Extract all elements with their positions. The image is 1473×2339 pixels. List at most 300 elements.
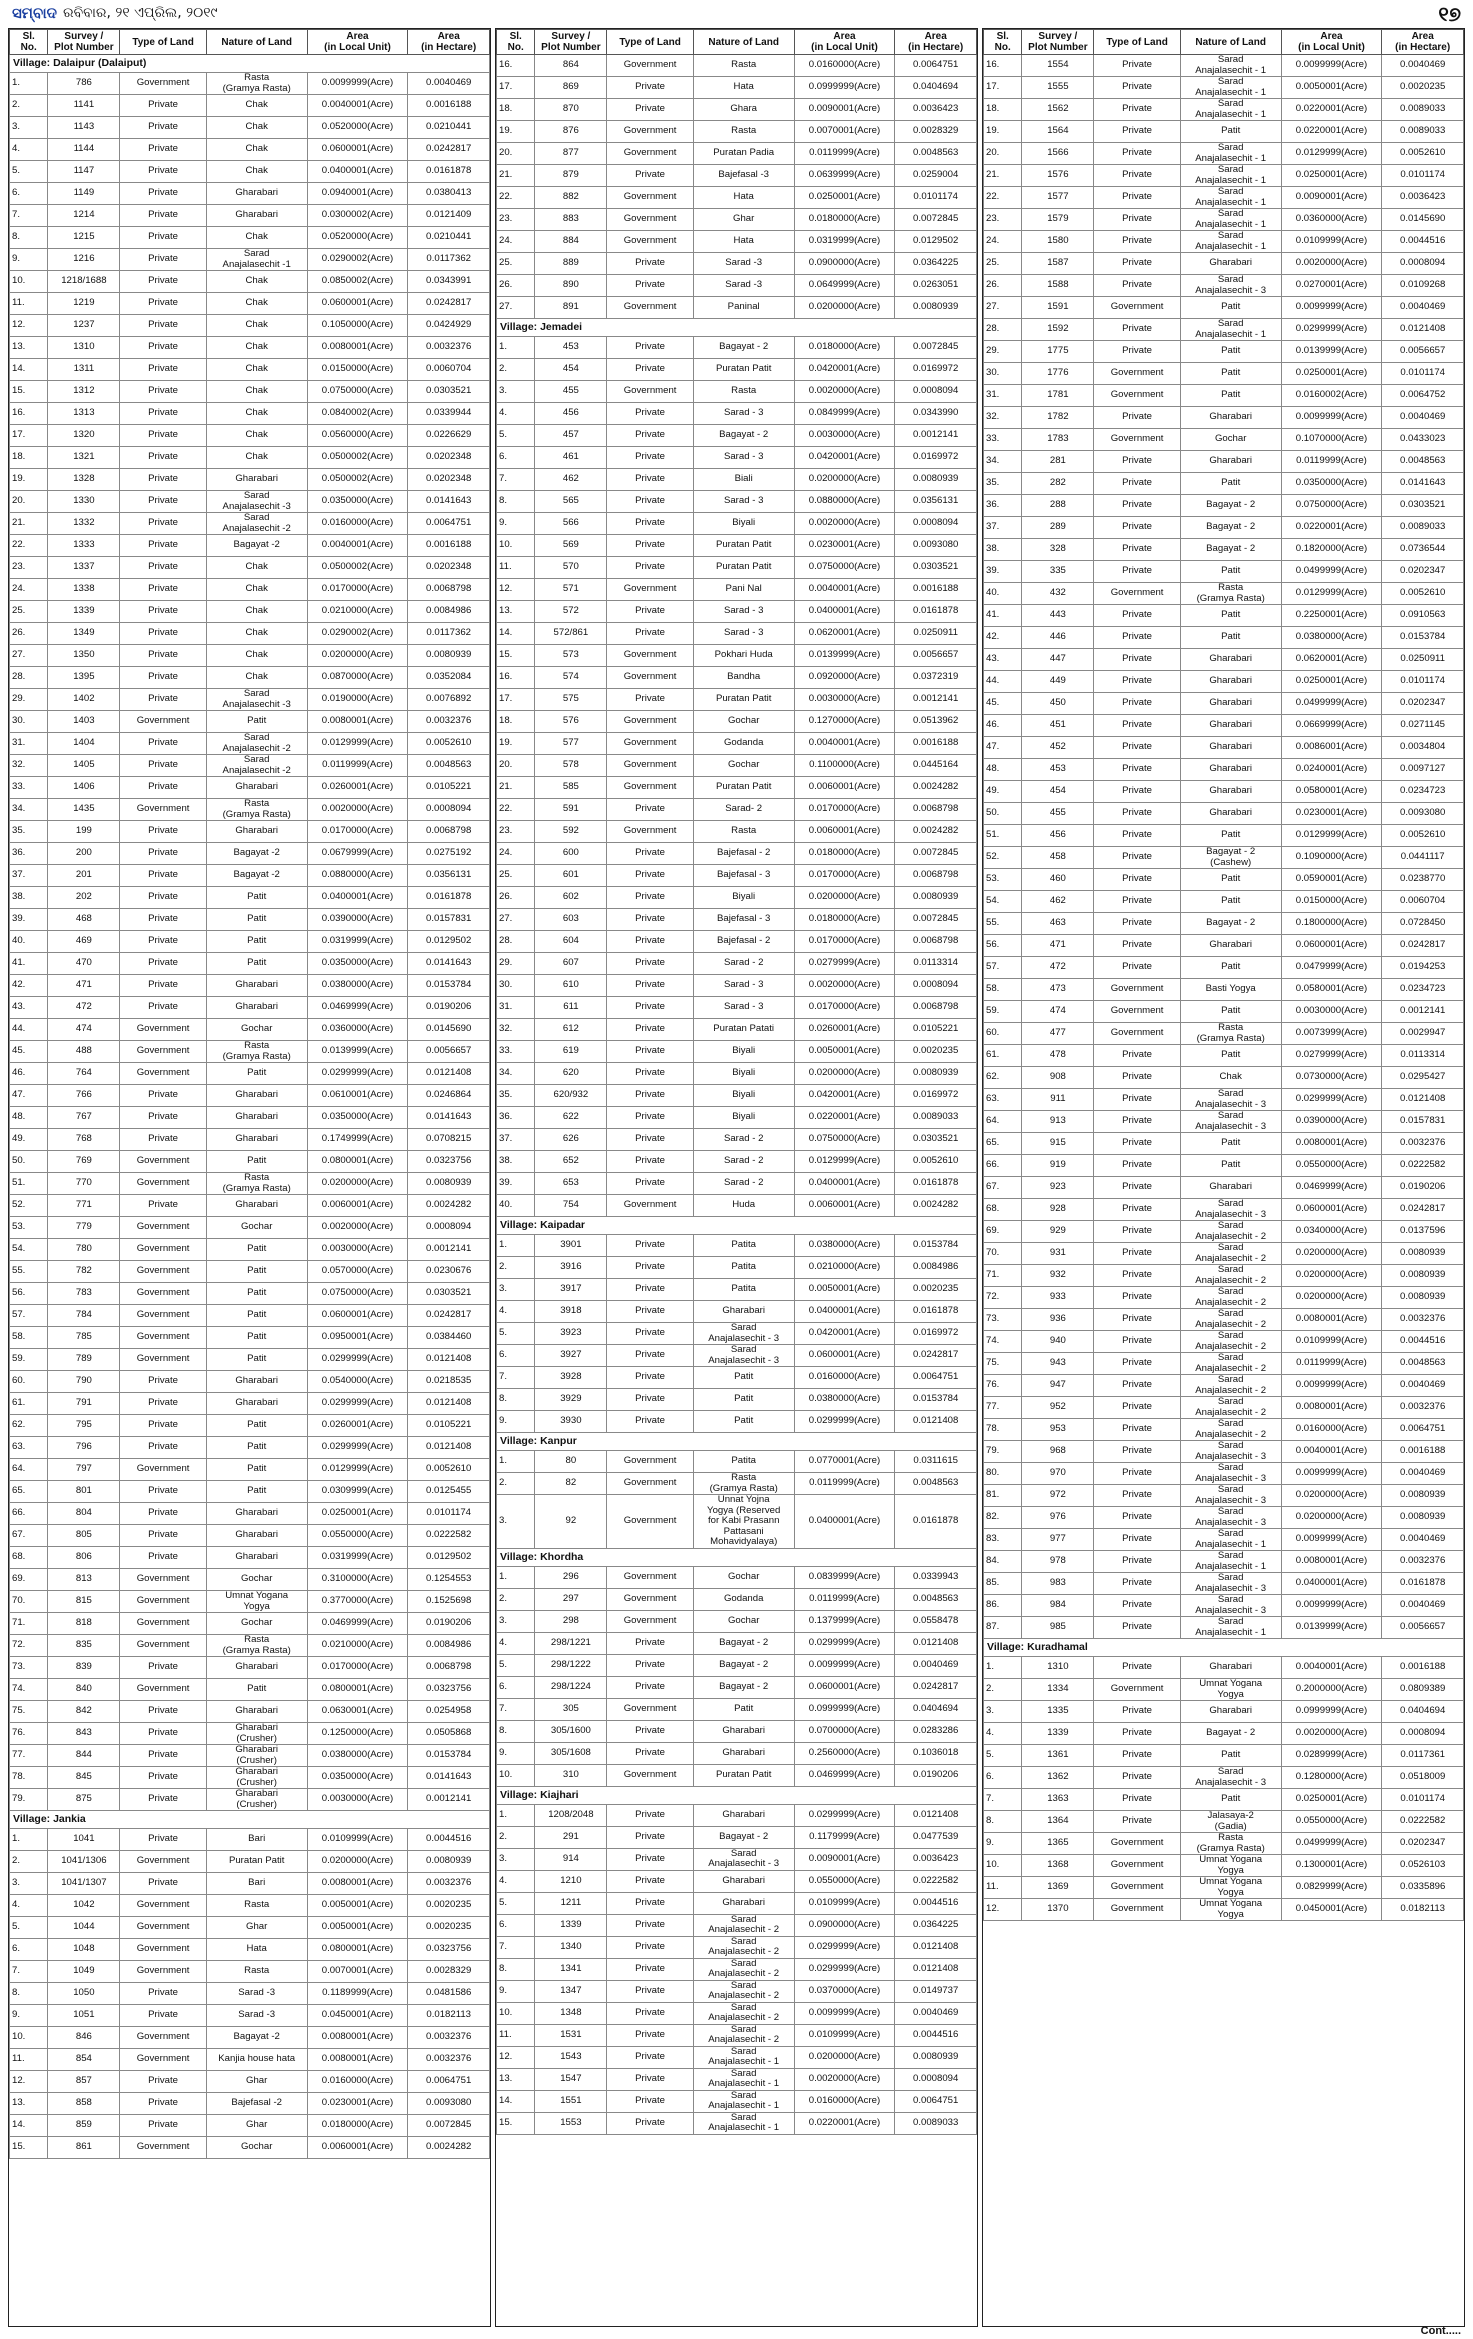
table-row bbox=[984, 1133, 1464, 1155]
plot-number: 3901 bbox=[535, 1235, 607, 1257]
land-type: Private bbox=[607, 2024, 693, 2046]
serial-number: 34. bbox=[984, 451, 1022, 473]
land-nature: Biali bbox=[693, 469, 794, 491]
land-nature: Patit bbox=[1180, 121, 1281, 143]
area-hectare: 0.0072845 bbox=[895, 209, 977, 231]
area-local: 0.0319999(Acre) bbox=[307, 931, 408, 953]
land-nature: Sarad Anajalasechit - 3 bbox=[693, 1848, 794, 1870]
serial-number: 42. bbox=[984, 627, 1022, 649]
table-row bbox=[984, 583, 1464, 605]
area-hectare: 0.0259004 bbox=[895, 165, 977, 187]
serial-number: 4. bbox=[497, 1870, 535, 1892]
land-nature: Patit bbox=[206, 953, 307, 975]
table-row bbox=[984, 671, 1464, 693]
plot-number: 1555 bbox=[1022, 77, 1094, 99]
plot-number: 652 bbox=[535, 1151, 607, 1173]
land-nature: Gharabari bbox=[1180, 737, 1281, 759]
plot-number: 3928 bbox=[535, 1367, 607, 1389]
plot-number: 1041 bbox=[48, 1829, 120, 1851]
serial-number: 86. bbox=[984, 1595, 1022, 1617]
area-local: 0.0580001(Acre) bbox=[1281, 979, 1382, 1001]
land-type: Government bbox=[120, 2137, 206, 2159]
land-nature: Sarad Anajalasechit -3 bbox=[206, 491, 307, 513]
plot-number: 305/1608 bbox=[535, 1742, 607, 1764]
plot-number: 1566 bbox=[1022, 143, 1094, 165]
land-nature: Sarad - 3 bbox=[693, 447, 794, 469]
land-nature: Sarad Anajalasechit - 1 bbox=[1180, 319, 1281, 341]
land-nature: Gharabari bbox=[206, 1525, 307, 1547]
plot-number: 3916 bbox=[535, 1257, 607, 1279]
land-type: Private bbox=[1094, 495, 1180, 517]
land-type: Government bbox=[607, 1195, 693, 1217]
serial-number: 2. bbox=[497, 1588, 535, 1610]
table-row bbox=[10, 1939, 490, 1961]
land-type: Private bbox=[120, 447, 206, 469]
land-nature: Biyali bbox=[693, 1063, 794, 1085]
land-type: Private bbox=[607, 1151, 693, 1173]
land-type: Private bbox=[1094, 561, 1180, 583]
table-row bbox=[497, 121, 977, 143]
serial-number: 58. bbox=[984, 979, 1022, 1001]
area-hectare: 0.0016188 bbox=[408, 535, 490, 557]
plot-number: 1564 bbox=[1022, 121, 1094, 143]
table-row bbox=[497, 55, 977, 77]
land-type: Private bbox=[1094, 77, 1180, 99]
table-row bbox=[10, 469, 490, 491]
land-type: Private bbox=[120, 865, 206, 887]
table-row bbox=[10, 843, 490, 865]
serial-number: 56. bbox=[10, 1283, 48, 1305]
area-hectare: 0.0117361 bbox=[1382, 1745, 1464, 1767]
village-name: Village: Dalaipur (Dalaiput) bbox=[10, 55, 490, 73]
land-nature: Sarad - 3 bbox=[693, 491, 794, 513]
area-hectare: 0.0323756 bbox=[408, 1151, 490, 1173]
land-type: Private bbox=[120, 205, 206, 227]
plot-number: 1042 bbox=[48, 1895, 120, 1917]
plot-number: 460 bbox=[1022, 869, 1094, 891]
table-row bbox=[497, 231, 977, 253]
serial-number: 3. bbox=[984, 1701, 1022, 1723]
area-local: 0.0190000(Acre) bbox=[307, 689, 408, 711]
table-row bbox=[10, 1767, 490, 1789]
plot-number: 940 bbox=[1022, 1331, 1094, 1353]
serial-number: 47. bbox=[10, 1085, 48, 1107]
table-row bbox=[10, 2005, 490, 2027]
area-local: 0.0090001(Acre) bbox=[1281, 187, 1382, 209]
area-local: 0.0050001(Acre) bbox=[794, 1041, 895, 1063]
land-type: Private bbox=[1094, 1617, 1180, 1639]
serial-number: 55. bbox=[10, 1261, 48, 1283]
area-local: 0.0160000(Acre) bbox=[794, 2090, 895, 2112]
area-hectare: 0.0032376 bbox=[408, 711, 490, 733]
land-type: Private bbox=[607, 1980, 693, 2002]
table-row bbox=[10, 2071, 490, 2093]
land-nature: Patit bbox=[1180, 1789, 1281, 1811]
serial-number: 13. bbox=[497, 2068, 535, 2090]
plot-number: 785 bbox=[48, 1327, 120, 1349]
area-local: 0.0139999(Acre) bbox=[1281, 341, 1382, 363]
area-local: 0.1800000(Acre) bbox=[1281, 913, 1382, 935]
table-row bbox=[10, 1393, 490, 1415]
area-local: 0.0220001(Acre) bbox=[794, 2112, 895, 2134]
plot-number: 1553 bbox=[535, 2112, 607, 2134]
land-type: Private bbox=[607, 1041, 693, 1063]
serial-number: 77. bbox=[10, 1745, 48, 1767]
land-type: Private bbox=[120, 1983, 206, 2005]
land-nature: Patit bbox=[1180, 473, 1281, 495]
land-type: Private bbox=[1094, 231, 1180, 253]
table-row bbox=[10, 139, 490, 161]
serial-number: 14. bbox=[10, 2115, 48, 2137]
area-hectare: 0.0250911 bbox=[1382, 649, 1464, 671]
land-type: Private bbox=[120, 1371, 206, 1393]
land-nature: Gochar bbox=[206, 1569, 307, 1591]
area-local: 0.1280000(Acre) bbox=[1281, 1767, 1382, 1789]
plot-number: 1218/1688 bbox=[48, 271, 120, 293]
serial-number: 15. bbox=[10, 2137, 48, 2159]
land-nature: Bagayat - 2 bbox=[1180, 495, 1281, 517]
issue-date: ରବିବାର, ୨୧ ଏପ୍ରିଲ, ୨୦୧୯ bbox=[63, 5, 218, 21]
table-row bbox=[984, 99, 1464, 121]
land-type: Government bbox=[607, 1473, 693, 1495]
plot-number: 602 bbox=[535, 887, 607, 909]
land-nature: Sarad - 3 bbox=[693, 975, 794, 997]
area-hectare: 0.0222582 bbox=[1382, 1155, 1464, 1177]
area-local: 0.0870000(Acre) bbox=[307, 667, 408, 689]
land-nature: Bagayat - 2 bbox=[693, 337, 794, 359]
table-row bbox=[984, 1833, 1464, 1855]
land-nature: Patit bbox=[206, 931, 307, 953]
land-type: Private bbox=[1094, 1199, 1180, 1221]
area-hectare: 0.0141643 bbox=[408, 953, 490, 975]
table-row bbox=[10, 601, 490, 623]
plot-number: 1041/1306 bbox=[48, 1851, 120, 1873]
land-type: Government bbox=[607, 1495, 693, 1549]
area-hectare: 0.0020235 bbox=[1382, 77, 1464, 99]
area-local: 0.0129999(Acre) bbox=[1281, 825, 1382, 847]
land-nature: Patit bbox=[1180, 891, 1281, 913]
serial-number: 30. bbox=[10, 711, 48, 733]
serial-number: 50. bbox=[10, 1151, 48, 1173]
area-local: 0.0099999(Acre) bbox=[1281, 1529, 1382, 1551]
serial-number: 5. bbox=[10, 161, 48, 183]
area-local: 0.0600001(Acre) bbox=[794, 1676, 895, 1698]
plot-number: 813 bbox=[48, 1569, 120, 1591]
land-nature: Ghara bbox=[693, 99, 794, 121]
serial-number: 36. bbox=[10, 843, 48, 865]
area-local: 0.0160000(Acre) bbox=[1281, 1419, 1382, 1441]
table-row bbox=[984, 627, 1464, 649]
area-hectare: 0.0097127 bbox=[1382, 759, 1464, 781]
serial-number: 59. bbox=[984, 1001, 1022, 1023]
area-hectare: 0.0101174 bbox=[1382, 671, 1464, 693]
area-hectare: 0.0481586 bbox=[408, 1983, 490, 2005]
serial-number: 22. bbox=[984, 187, 1022, 209]
table-row bbox=[984, 1353, 1464, 1375]
area-hectare: 0.0072845 bbox=[895, 909, 977, 931]
area-local: 0.0200000(Acre) bbox=[794, 297, 895, 319]
area-local: 0.0590001(Acre) bbox=[1281, 869, 1382, 891]
area-local: 0.0350000(Acre) bbox=[307, 953, 408, 975]
serial-number: 11. bbox=[10, 293, 48, 315]
land-nature: Bagayat - 2 bbox=[693, 1654, 794, 1676]
area-hectare: 0.0708215 bbox=[408, 1129, 490, 1151]
serial-number: 13. bbox=[497, 601, 535, 623]
land-type: Private bbox=[607, 165, 693, 187]
plot-number: 970 bbox=[1022, 1463, 1094, 1485]
plot-number: 1210 bbox=[535, 1870, 607, 1892]
plot-number: 3923 bbox=[535, 1323, 607, 1345]
land-type: Private bbox=[1094, 715, 1180, 737]
area-hectare: 0.0558478 bbox=[895, 1610, 977, 1632]
serial-number: 9. bbox=[984, 1833, 1022, 1855]
serial-number: 46. bbox=[984, 715, 1022, 737]
village-name: Village: Jankia bbox=[10, 1811, 490, 1829]
table-row bbox=[984, 561, 1464, 583]
serial-number: 66. bbox=[10, 1503, 48, 1525]
table-row bbox=[10, 887, 490, 909]
column-header-area-hectare: Area (in Hectare) bbox=[1382, 30, 1464, 55]
table-row bbox=[984, 495, 1464, 517]
area-local: 0.0200000(Acre) bbox=[1281, 1485, 1382, 1507]
area-local: 0.2250001(Acre) bbox=[1281, 605, 1382, 627]
area-hectare: 0.0068798 bbox=[895, 865, 977, 887]
land-nature: Patita bbox=[693, 1235, 794, 1257]
serial-number: 7. bbox=[10, 1961, 48, 1983]
plot-number: 1237 bbox=[48, 315, 120, 337]
area-local: 0.0279999(Acre) bbox=[794, 953, 895, 975]
plot-number: 470 bbox=[48, 953, 120, 975]
area-hectare: 0.0246864 bbox=[408, 1085, 490, 1107]
area-local: 0.0030000(Acre) bbox=[1281, 1001, 1382, 1023]
land-nature: Rasta bbox=[693, 121, 794, 143]
area-local: 0.0230001(Acre) bbox=[307, 2093, 408, 2115]
serial-number: 12. bbox=[10, 315, 48, 337]
area-local: 0.0200000(Acre) bbox=[794, 1063, 895, 1085]
land-nature: Bari bbox=[206, 1873, 307, 1895]
land-type: Private bbox=[1094, 913, 1180, 935]
serial-number: 18. bbox=[497, 711, 535, 733]
area-local: 0.0070001(Acre) bbox=[794, 121, 895, 143]
plot-number: 612 bbox=[535, 1019, 607, 1041]
land-type: Government bbox=[1094, 1877, 1180, 1899]
area-local: 0.0109999(Acre) bbox=[1281, 1331, 1382, 1353]
land-nature: Biyali bbox=[693, 513, 794, 535]
area-hectare: 0.0380413 bbox=[408, 183, 490, 205]
land-nature: Umnat Yogana Yogya bbox=[1180, 1899, 1281, 1921]
area-hectare: 0.0020235 bbox=[408, 1895, 490, 1917]
serial-number: 10. bbox=[10, 2027, 48, 2049]
land-nature: Chak bbox=[206, 359, 307, 381]
plot-number: 889 bbox=[535, 253, 607, 275]
serial-number: 72. bbox=[10, 1635, 48, 1657]
table-row bbox=[10, 799, 490, 821]
land-nature: Unnat Yojna Yogya (Reserved for Kabi Prasann Pattasani Mohavidyalaya) bbox=[693, 1495, 794, 1549]
land-type: Private bbox=[607, 997, 693, 1019]
table-row bbox=[10, 491, 490, 513]
land-type: Government bbox=[607, 645, 693, 667]
plot-number: 771 bbox=[48, 1195, 120, 1217]
area-local: 0.0669999(Acre) bbox=[1281, 715, 1382, 737]
table-row bbox=[497, 1367, 977, 1389]
plot-number: 1341 bbox=[535, 1958, 607, 1980]
plot-number: 478 bbox=[1022, 1045, 1094, 1067]
plot-number: 815 bbox=[48, 1591, 120, 1613]
plot-number: 1144 bbox=[48, 139, 120, 161]
land-nature: Hata bbox=[693, 187, 794, 209]
serial-number: 48. bbox=[984, 759, 1022, 781]
serial-number: 31. bbox=[984, 385, 1022, 407]
plot-number: 936 bbox=[1022, 1309, 1094, 1331]
serial-number: 82. bbox=[984, 1507, 1022, 1529]
area-local: 0.0129999(Acre) bbox=[1281, 143, 1382, 165]
plot-number: 80 bbox=[535, 1451, 607, 1473]
serial-number: 51. bbox=[10, 1173, 48, 1195]
land-type: Private bbox=[1094, 1353, 1180, 1375]
serial-number: 21. bbox=[497, 165, 535, 187]
plot-number: 933 bbox=[1022, 1287, 1094, 1309]
land-type: Private bbox=[607, 1892, 693, 1914]
table-row bbox=[497, 2068, 977, 2090]
serial-number: 34. bbox=[497, 1063, 535, 1085]
area-hectare: 0.0028329 bbox=[895, 121, 977, 143]
area-local: 0.0180000(Acre) bbox=[794, 909, 895, 931]
area-local: 0.0139999(Acre) bbox=[794, 645, 895, 667]
area-hectare: 0.0384460 bbox=[408, 1327, 490, 1349]
area-hectare: 0.0008094 bbox=[895, 975, 977, 997]
area-hectare: 0.0311615 bbox=[895, 1451, 977, 1473]
area-hectare: 0.0157831 bbox=[1382, 1111, 1464, 1133]
masthead bbox=[8, 0, 1465, 30]
area-local: 0.0350000(Acre) bbox=[307, 1767, 408, 1789]
land-type: Private bbox=[607, 535, 693, 557]
serial-number: 60. bbox=[10, 1371, 48, 1393]
area-local: 0.0580001(Acre) bbox=[1281, 781, 1382, 803]
serial-number: 35. bbox=[984, 473, 1022, 495]
area-hectare: 0.0117362 bbox=[408, 249, 490, 271]
area-local: 0.0469999(Acre) bbox=[1281, 1177, 1382, 1199]
area-hectare: 0.0910563 bbox=[1382, 605, 1464, 627]
serial-number: 35. bbox=[497, 1085, 535, 1107]
land-type: Private bbox=[120, 95, 206, 117]
land-type: Government bbox=[120, 711, 206, 733]
area-local: 0.0020000(Acre) bbox=[1281, 253, 1382, 275]
area-hectare: 0.0008094 bbox=[895, 381, 977, 403]
area-hectare: 0.0169972 bbox=[895, 447, 977, 469]
plot-number: 1310 bbox=[1022, 1657, 1094, 1679]
land-nature: Pani Nal bbox=[693, 579, 794, 601]
plot-number: 565 bbox=[535, 491, 607, 513]
serial-number: 21. bbox=[984, 165, 1022, 187]
land-nature: Chak bbox=[206, 623, 307, 645]
table-row bbox=[10, 711, 490, 733]
plot-number: 281 bbox=[1022, 451, 1094, 473]
land-nature: Patit bbox=[206, 1679, 307, 1701]
table-row bbox=[984, 869, 1464, 891]
table-row bbox=[10, 1547, 490, 1569]
area-hectare: 0.0032376 bbox=[1382, 1309, 1464, 1331]
area-local: 0.0999999(Acre) bbox=[794, 1698, 895, 1720]
table-row bbox=[10, 909, 490, 931]
area-local: 0.0099999(Acre) bbox=[1281, 407, 1382, 429]
plot-number: 913 bbox=[1022, 1111, 1094, 1133]
land-type: Private bbox=[1094, 869, 1180, 891]
plot-number: 474 bbox=[48, 1019, 120, 1041]
column-header-plot-number: Survey / Plot Number bbox=[48, 30, 120, 55]
area-local: 0.0150000(Acre) bbox=[307, 359, 408, 381]
land-nature: Sarad Anajalasechit - 2 bbox=[1180, 1265, 1281, 1287]
serial-number: 30. bbox=[984, 363, 1022, 385]
plot-number: 846 bbox=[48, 2027, 120, 2049]
table-row bbox=[497, 843, 977, 865]
area-hectare: 0.0194253 bbox=[1382, 957, 1464, 979]
serial-number: 74. bbox=[984, 1331, 1022, 1353]
plot-number: 1310 bbox=[48, 337, 120, 359]
land-nature: Ghar bbox=[206, 2071, 307, 2093]
plot-number: 1339 bbox=[1022, 1723, 1094, 1745]
land-type: Private bbox=[120, 1701, 206, 1723]
area-local: 0.0160000(Acre) bbox=[307, 513, 408, 535]
area-local: 0.0150000(Acre) bbox=[1281, 891, 1382, 913]
land-type: Private bbox=[607, 1804, 693, 1826]
land-type: Private bbox=[607, 1279, 693, 1301]
area-hectare: 0.0008094 bbox=[895, 2068, 977, 2090]
land-nature: Sarad Anajalasechit - 1 bbox=[1180, 55, 1281, 77]
area-local: 0.0600001(Acre) bbox=[307, 1305, 408, 1327]
area-hectare: 0.0072845 bbox=[408, 2115, 490, 2137]
area-hectare: 0.0242817 bbox=[408, 139, 490, 161]
serial-number: 57. bbox=[984, 957, 1022, 979]
land-nature: Bajefasal -2 bbox=[206, 2093, 307, 2115]
land-type: Private bbox=[607, 1958, 693, 1980]
area-hectare: 0.0008094 bbox=[1382, 1723, 1464, 1745]
area-local: 0.0380000(Acre) bbox=[1281, 627, 1382, 649]
plot-number: 488 bbox=[48, 1041, 120, 1063]
plot-number: 1562 bbox=[1022, 99, 1094, 121]
land-type: Government bbox=[1094, 583, 1180, 605]
land-nature: Gharabari bbox=[1180, 803, 1281, 825]
serial-number: 32. bbox=[984, 407, 1022, 429]
land-type: Private bbox=[1094, 1419, 1180, 1441]
table-row bbox=[497, 1654, 977, 1676]
serial-number: 39. bbox=[10, 909, 48, 931]
area-hectare: 0.0356131 bbox=[408, 865, 490, 887]
land-nature: Patit bbox=[693, 1389, 794, 1411]
land-type: Private bbox=[1094, 737, 1180, 759]
table-row bbox=[10, 1327, 490, 1349]
table-row bbox=[497, 2112, 977, 2134]
area-hectare: 0.0121408 bbox=[1382, 1089, 1464, 1111]
plot-number: 1406 bbox=[48, 777, 120, 799]
area-hectare: 0.0202347 bbox=[1382, 1833, 1464, 1855]
serial-number: 11. bbox=[497, 557, 535, 579]
plot-number: 879 bbox=[535, 165, 607, 187]
area-hectare: 0.0441117 bbox=[1382, 847, 1464, 869]
plot-number: 790 bbox=[48, 1371, 120, 1393]
land-table bbox=[9, 29, 490, 2159]
serial-number: 34. bbox=[10, 799, 48, 821]
land-type: Government bbox=[607, 711, 693, 733]
land-type: Government bbox=[607, 755, 693, 777]
area-hectare: 0.0089033 bbox=[1382, 517, 1464, 539]
land-nature: Gharabari bbox=[1180, 253, 1281, 275]
serial-number: 8. bbox=[497, 1958, 535, 1980]
area-hectare: 0.0121409 bbox=[408, 205, 490, 227]
table-row bbox=[984, 1001, 1464, 1023]
land-nature: Sarad Anajalasechit - 1 bbox=[693, 2112, 794, 2134]
land-nature: Sarad - 2 bbox=[693, 1173, 794, 1195]
serial-number: 78. bbox=[10, 1767, 48, 1789]
